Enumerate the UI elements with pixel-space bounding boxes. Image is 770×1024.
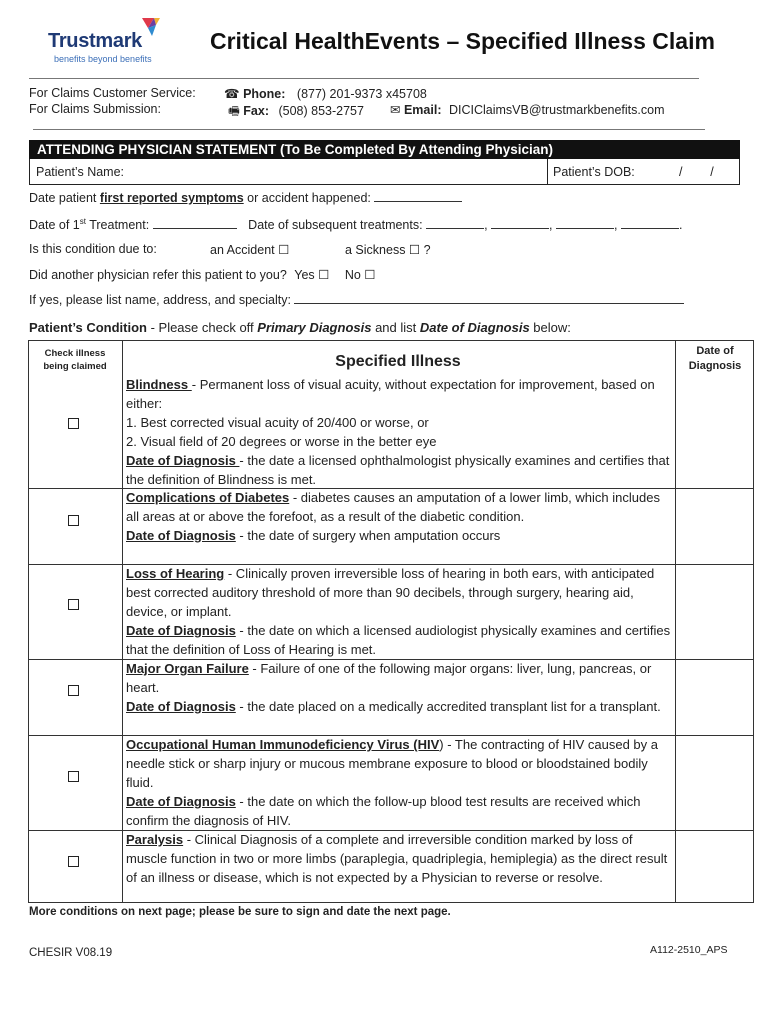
patient-dob-label: Patient’s DOB: — [553, 165, 635, 179]
table-col-divider — [675, 341, 676, 902]
q2-sup: st — [79, 217, 86, 226]
primary-diagnosis-text: Primary Diagnosis — [257, 320, 372, 335]
dod-text: - the date a licensed ophthalmologist physically examines and certifies that the definition of Blindness is met. — [126, 453, 670, 487]
subsequent-date-2-field[interactable] — [491, 218, 549, 229]
phone-line — [224, 86, 427, 101]
dod-text: - the date on which a licensed audiologist physically examines and certifies that the definition of Loss of Hearing is met. — [126, 623, 671, 657]
fax-label: Fax: — [243, 104, 269, 118]
q1-pre: Date patient — [29, 191, 97, 205]
first-treatment-date-field[interactable] — [153, 218, 237, 229]
accident-checkbox[interactable]: an Accident ☐ — [210, 243, 290, 257]
dod-label: Date of Diagnosis — [126, 453, 240, 468]
table-col-divider — [122, 341, 123, 902]
illness-name: Blindness — [126, 377, 192, 392]
illness-name: Paralysis — [126, 832, 184, 847]
illness-name: Major Organ Failure — [126, 661, 249, 676]
condition-label: Patient’s Condition — [29, 320, 147, 335]
dod-label: Date of Diagnosis — [126, 699, 236, 714]
paralysis-checkbox[interactable] — [68, 856, 79, 867]
illness-criterion: 1. Best corrected visual acuity of 20/400 or worse, or — [126, 415, 429, 430]
col-header-illness: Specified Illness — [335, 353, 461, 370]
illness-desc: - Permanent loss of visual acuity, without expectation for improvement, based on either: — [126, 377, 655, 411]
header-divider — [29, 78, 699, 79]
question-first-symptoms — [29, 191, 462, 205]
first-symptoms-date-field[interactable] — [374, 191, 462, 202]
submission-label: For Claims Submission: — [29, 102, 161, 116]
col-check-line1: Check illness — [44, 348, 106, 359]
logo-wordmark: Trustmark — [48, 30, 143, 52]
hiv-checkbox[interactable] — [68, 771, 79, 782]
fax-icon: 🖷 — [228, 104, 240, 118]
sickness-checkbox[interactable]: a Sickness ☐ ? — [345, 243, 431, 257]
hearing-checkbox[interactable] — [68, 599, 79, 610]
illness-name: Occupational Human Immunodeficiency Virus (HIV — [126, 737, 440, 752]
phone-icon: ☎ — [224, 87, 240, 101]
dod-text: - the date placed on a medically accredited transplant list for a transplant. — [235, 699, 661, 714]
logo-tagline: benefits beyond benefits — [54, 54, 152, 64]
envelope-icon: ✉ — [390, 103, 401, 117]
illness-desc: - Clinically proven irreversible loss of hearing in both ears, with anticipated best corrected auditory threshold of more than 90 decibels, through surgery, hearing aid, device, or implant. — [126, 566, 655, 619]
illness-row-diabetes — [126, 488, 671, 545]
q2-subsequent: Date of subsequent treatments: — [248, 218, 423, 233]
question-treatment-dates: Date of 1st Treatment: Date of subsequent treatments: , , , . — [29, 217, 683, 233]
dod-label: Date of Diagnosis — [126, 623, 236, 638]
subsequent-date-3-field[interactable] — [556, 218, 614, 229]
patient-row-divider — [547, 159, 548, 184]
referral-yes-checkbox[interactable]: Yes ☐ — [294, 268, 330, 282]
patient-name-label: Patient’s Name: — [36, 165, 125, 179]
illness-name: Loss of Hearing — [126, 566, 225, 581]
diabetes-checkbox[interactable] — [68, 515, 79, 526]
col-check-line2: being claimed — [43, 361, 107, 372]
q2-date-of: Date of 1 — [29, 218, 80, 233]
illness-desc: ) - The contracting of HIV caused by a needle stick or sharp injury or mucous membrane exposure to blood or bloodstained bodily fluid. — [126, 737, 658, 790]
condition-and-list: and list — [371, 320, 420, 335]
illness-row-paralysis — [126, 830, 671, 887]
q1-post: or accident happened: — [247, 191, 371, 205]
referral-details-field[interactable] — [294, 293, 684, 304]
referral-label: Did another physician refer this patient to you? — [29, 268, 287, 282]
dod-label: Date of Diagnosis — [126, 528, 236, 543]
fax-value: (508) 853-2757 — [278, 104, 364, 118]
aps-heading: ATTENDING PHYSICIAN STATEMENT (To Be Completed By Attending Physician) — [29, 140, 740, 159]
q2-treatment: Treatment: — [89, 218, 150, 233]
illness-row-organ-failure — [126, 659, 671, 716]
referral-details-label: If yes, please list name, address, and specialty: — [29, 293, 291, 307]
question-referral — [29, 267, 376, 282]
dod-text: - the date on which the follow-up blood test results are received which confirm the diagnosis of HIV. — [126, 794, 641, 828]
col-date-line1: Date of — [696, 345, 734, 357]
phone-label: Phone: — [243, 87, 286, 101]
contact-divider — [33, 129, 705, 130]
email-line — [390, 102, 664, 117]
illness-desc: - Failure of one of the following major organs: liver, lung, pancreas, or heart. — [126, 661, 652, 695]
subsequent-date-1-field[interactable] — [426, 218, 484, 229]
dob-separators: / / — [679, 165, 714, 179]
reference-code: A112-2510_APS — [650, 944, 728, 956]
email-label: Email: — [403, 103, 442, 117]
service-label: For Claims Customer Service: — [29, 86, 196, 100]
illness-criterion: 2. Visual field of 20 degrees or worse in the better eye — [126, 434, 437, 449]
email-value: DICIClaimsVB@trustmarkbenefits.com — [448, 103, 665, 117]
patient-condition-instructions — [29, 320, 571, 335]
illness-desc: - Clinical Diagnosis of a complete and irreversible condition marked by loss of muscle function in two or more limbs (paraplegia, quadriplegia, hemiplegia) as the direct result of an illness or disease, which is not expected by a Physician to reverse or resolve. — [126, 832, 668, 885]
specified-illness-table — [28, 340, 754, 903]
col-header-date — [677, 344, 753, 374]
col-date-line2: Diagnosis — [688, 360, 742, 372]
dod-label: Date of Diagnosis — [126, 794, 236, 809]
q1-emphasis: first reported symptoms — [99, 191, 244, 205]
dod-text: - the date of surgery when amputation occurs — [235, 528, 501, 543]
subsequent-date-4-field[interactable] — [621, 218, 679, 229]
continuation-note: More conditions on next page; please be sure to sign and date the next page. — [29, 906, 451, 918]
question-referral-details — [29, 293, 684, 307]
condition-mid: - Please check off — [146, 320, 258, 335]
date-of-diagnosis-text: Date of Diagnosis — [419, 320, 530, 335]
illness-name: Complications of Diabetes — [126, 490, 290, 505]
condition-below: below: — [529, 320, 571, 335]
illness-row-blindness — [126, 375, 671, 489]
col-header-check — [29, 347, 121, 373]
question-condition-cause-label: Is this condition due to: — [29, 242, 157, 256]
page-title: Critical HealthEvents – Specified Illness Claim — [210, 28, 715, 54]
illness-desc: - diabetes causes an amputation of a lower limb, which includes all areas at or above the forefoot, as a result of the diabetic condition. — [126, 490, 660, 524]
illness-row-hiv — [126, 735, 671, 830]
form-code: CHESIR V08.19 — [29, 947, 113, 959]
organ-failure-checkbox[interactable] — [68, 685, 79, 696]
referral-no-checkbox[interactable]: No ☐ — [344, 268, 376, 282]
phone-value: (877) 201-9373 x45708 — [296, 87, 427, 101]
patient-info-row — [29, 159, 740, 185]
illness-row-hearing — [126, 564, 671, 659]
trustmark-logo — [48, 16, 168, 66]
fax-line — [228, 102, 364, 123]
blindness-checkbox[interactable] — [68, 418, 79, 429]
